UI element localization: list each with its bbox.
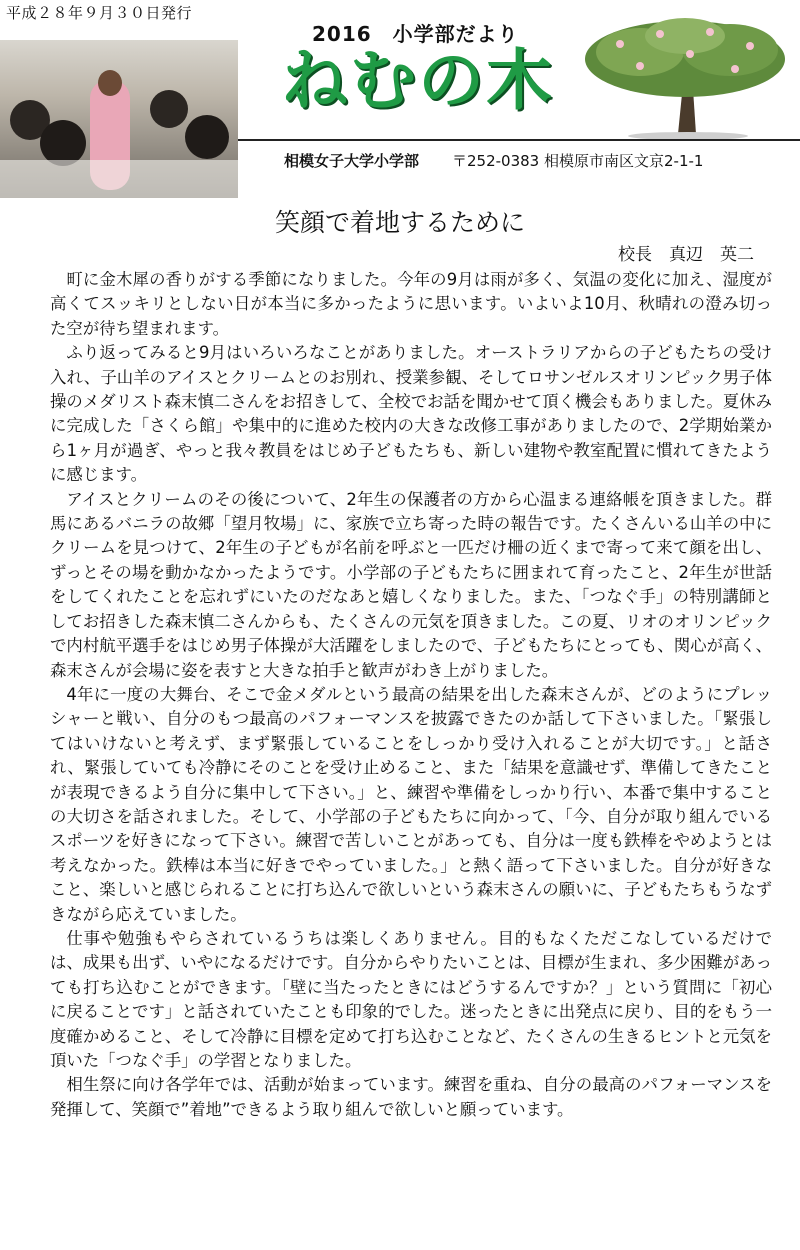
paragraph: 相生祭に向け各学年では、活動が始まっています。練習を重ね、自分の最高のパフォーマンスを発揮して、笑顔で”着地”できるよう取り組んで欲しいと願っています。 <box>50 1075 772 1119</box>
nemu-tree-icon <box>580 14 790 142</box>
issue-date: 平成２８年９月３０日発行 <box>6 4 193 22</box>
assembly-photo-icon <box>0 40 238 198</box>
newsletter-title: ねむの木 <box>282 42 554 119</box>
school-address: 〒252-0383 相模原市南区文京2-1-1 <box>452 152 704 170</box>
paragraph: 仕事や勉強もやらされているうちは楽しくありません。目的もなくただこなしているだけでは、成果も出ず、いやになるだけです。自分からやりたいことは、目標が生まれ、多少困難があっても打ち込むことができます。「壁に当たったときにはどうするんですか？」という質問に「初心に戻ることです」と話されていたことも印象的でした。迷ったときに出発点に戻り、目的をもう一度確かめること、そして冷静に目標を定めて打ち込むことなど、たくさんの生きるヒントと元気を頂いた「つなぐ手」の学習となりました。 <box>50 928 772 1070</box>
paragraph: ふり返ってみると9月はいろいろなことがありました。オーストラリアからの子どもたちの受け入れ、子山羊のアイスとクリームとのお別れ、授業参観、そしてロサンゼルスオリンピック男子体操のメダリスト森末慎二さんをお招きして、全校でお話を聞かせて頂く機会もありました。夏休みに完成した「さくら館」や集中的に進めた校内の大きな改修工事がありましたので、2学期始業から1ヶ月が過ぎ、やっと我々教員をはじめ子どもたちも、新しい建物や教室配置に慣れてきたように感じます。 <box>50 343 772 485</box>
header-divider <box>238 139 800 141</box>
newsletter-year-label: 2016 小学部だより <box>312 22 519 46</box>
article-author: 校長 真辺 英二 <box>618 245 754 265</box>
paragraph: 町に金木犀の香りがする季節になりました。今年の9月は雨が多く、気温の変化に加え、湿度が高くてスッキリとしない日が本当に多かったように思います。いよいよ10月、秋晴れの澄み切った空が待ち望まれます。 <box>50 270 772 338</box>
paragraph: 4年に一度の大舞台、そこで金メダルという最高の結果を出した森末さんが、どのようにプレッシャーと戦い、自分のもつ最高のパフォーマンスを披露できたのか話して下さいました。「緊張してはいけないと考えず、まず緊張していることをしっかり受け入れることが大切です。」と話され、緊張していても冷静にそのことを受け止めること、また「結果を意識せず、準備してきたことが表現できるよう自分に集中して下さい。」と、練習や準備をしっかり行い、本番で集中することの大切さを話されました。そして、小学部の子どもたちに向かって、「今、自分が取り組んでいるスポーツを好きになって下さい。練習で苦しいことがあっても、自分は一度も鉄棒をやめようとは考えなかった。鉄棒は本当に好きでやっていました。」と熱く語って下さいました。自分が好きなこと、楽しいと感じられることに打ち込んで欲しいという森末さんの願いに、子どもたちもうなずきながら応えていました。 <box>50 684 772 924</box>
article-title: 笑顔で着地するために <box>274 208 525 237</box>
paragraph: アイスとクリームのその後について、2年生の保護者の方から心温まる連絡帳を頂きました。群馬にあるバニラの故郷「望月牧場」に、家族で立ち寄った時の報告です。たくさんいる山羊の中にクリームを見つけて、2年生の子どもが名前を呼ぶと一匹だけ柵の近くまで寄って来て顔を出し、ずっとその場を動かなかったようです。小学部の子どもたちに囲まれて育ったこと、2年生が世話をしてくれたことを忘れずにいたのだなあと嬉しくなりました。また、「つなぐ手」の特別講師としてお招きした森末慎二さんからも、たくさんの元気を頂きました。この夏、リオのオリンピックで内村航平選手をはじめ男子体操が大活躍をしましたので、子どもたちにとっても、関心が高く、森末さんが会場に姿を表すと大きな拍手と歓声がわき上がりました。 <box>50 489 772 680</box>
article-body <box>50 268 772 1122</box>
school-name: 相模女子大学小学部 <box>284 152 420 170</box>
